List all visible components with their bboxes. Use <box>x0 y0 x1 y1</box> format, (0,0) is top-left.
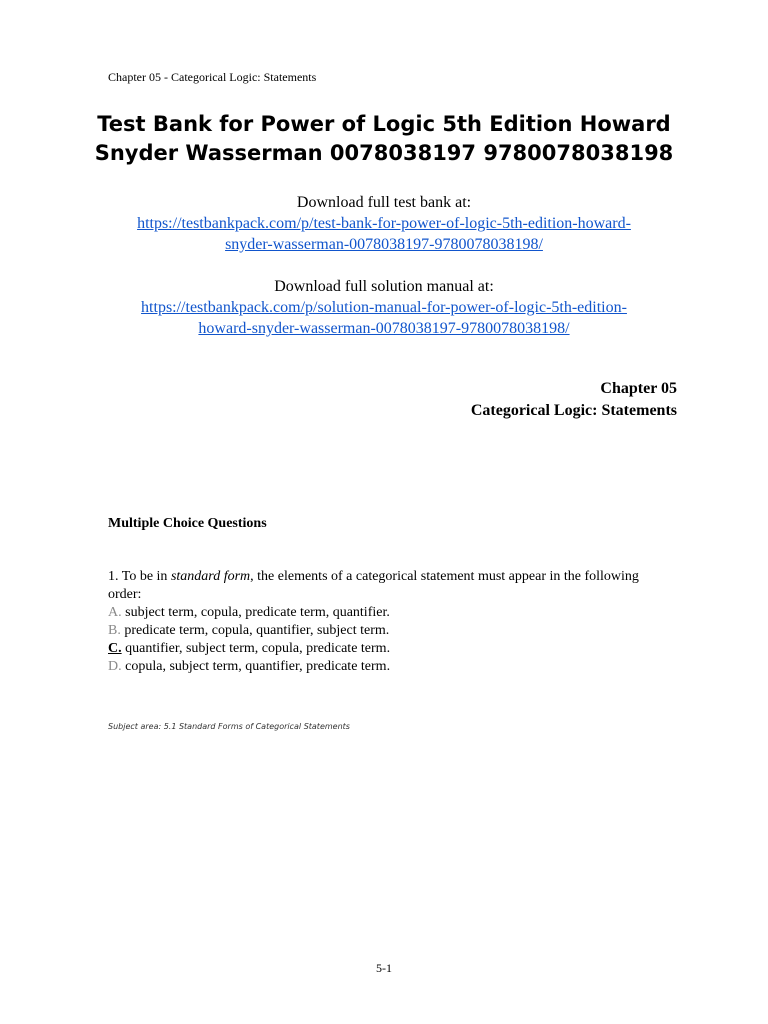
answer-option-c <box>108 640 648 658</box>
section-heading: Multiple Choice Questions <box>108 516 267 531</box>
title-line-1: Test Bank for Power of Logic 5th Edition Howard <box>97 112 671 136</box>
option-text: predicate term, copula, quantifier, subject term. <box>120 623 390 638</box>
subject-area-note: Subject area: 5.1 Standard Forms of Categorical Statements <box>108 722 350 731</box>
document-title <box>60 110 708 168</box>
solution-manual-link-line-2[interactable]: howard-snyder-wasserman-0078038197-9780078038198/ <box>198 320 570 337</box>
option-letter: D. <box>108 659 122 674</box>
chapter-title: Categorical Logic: Statements <box>470 402 677 419</box>
solution-manual-download-label: Download full solution manual at: <box>274 278 494 295</box>
solution-manual-link[interactable] <box>60 297 708 339</box>
running-header: Chapter 05 - Categorical Logic: Statements <box>108 70 317 84</box>
option-text: quantifier, subject term, copula, predicate term. <box>121 641 391 656</box>
question-1 <box>108 568 648 676</box>
chapter-heading <box>471 378 677 422</box>
page-number: 5-1 <box>376 961 392 975</box>
answer-option-a <box>108 604 648 622</box>
option-letter: B. <box>108 623 121 638</box>
test-bank-link-line-2[interactable]: snyder-wasserman-0078038197-9780078038198/ <box>225 236 543 253</box>
option-text: copula, subject term, quantifier, predicate term. <box>121 659 391 674</box>
chapter-number: Chapter 05 <box>600 380 677 397</box>
option-text: subject term, copula, predicate term, quantifier. <box>121 605 390 620</box>
question-stem-suffix: , the elements of a categorical statement must appear in the following order: <box>108 569 639 602</box>
test-bank-download <box>60 192 708 255</box>
option-letter: A. <box>108 605 122 620</box>
answer-option-d <box>108 658 648 676</box>
test-bank-link-line-1[interactable]: https://testbankpack.com/p/test-bank-for-power-of-logic-5th-edition-howard- <box>137 215 631 232</box>
question-stem-emphasis: standard form <box>170 569 251 584</box>
solution-manual-link-line-1[interactable]: https://testbankpack.com/p/solution-manual-for-power-of-logic-5th-edition- <box>141 299 627 316</box>
test-bank-download-label: Download full test bank at: <box>296 194 472 211</box>
title-line-2: Snyder Wasserman 0078038197 9780078038198 <box>94 141 674 165</box>
option-letter-correct: C. <box>108 641 122 656</box>
test-bank-link[interactable] <box>60 213 708 255</box>
solution-manual-download <box>60 276 708 339</box>
question-1-stem <box>108 568 648 604</box>
question-stem-prefix: 1. To be in <box>108 569 171 584</box>
answer-option-b <box>108 622 648 640</box>
